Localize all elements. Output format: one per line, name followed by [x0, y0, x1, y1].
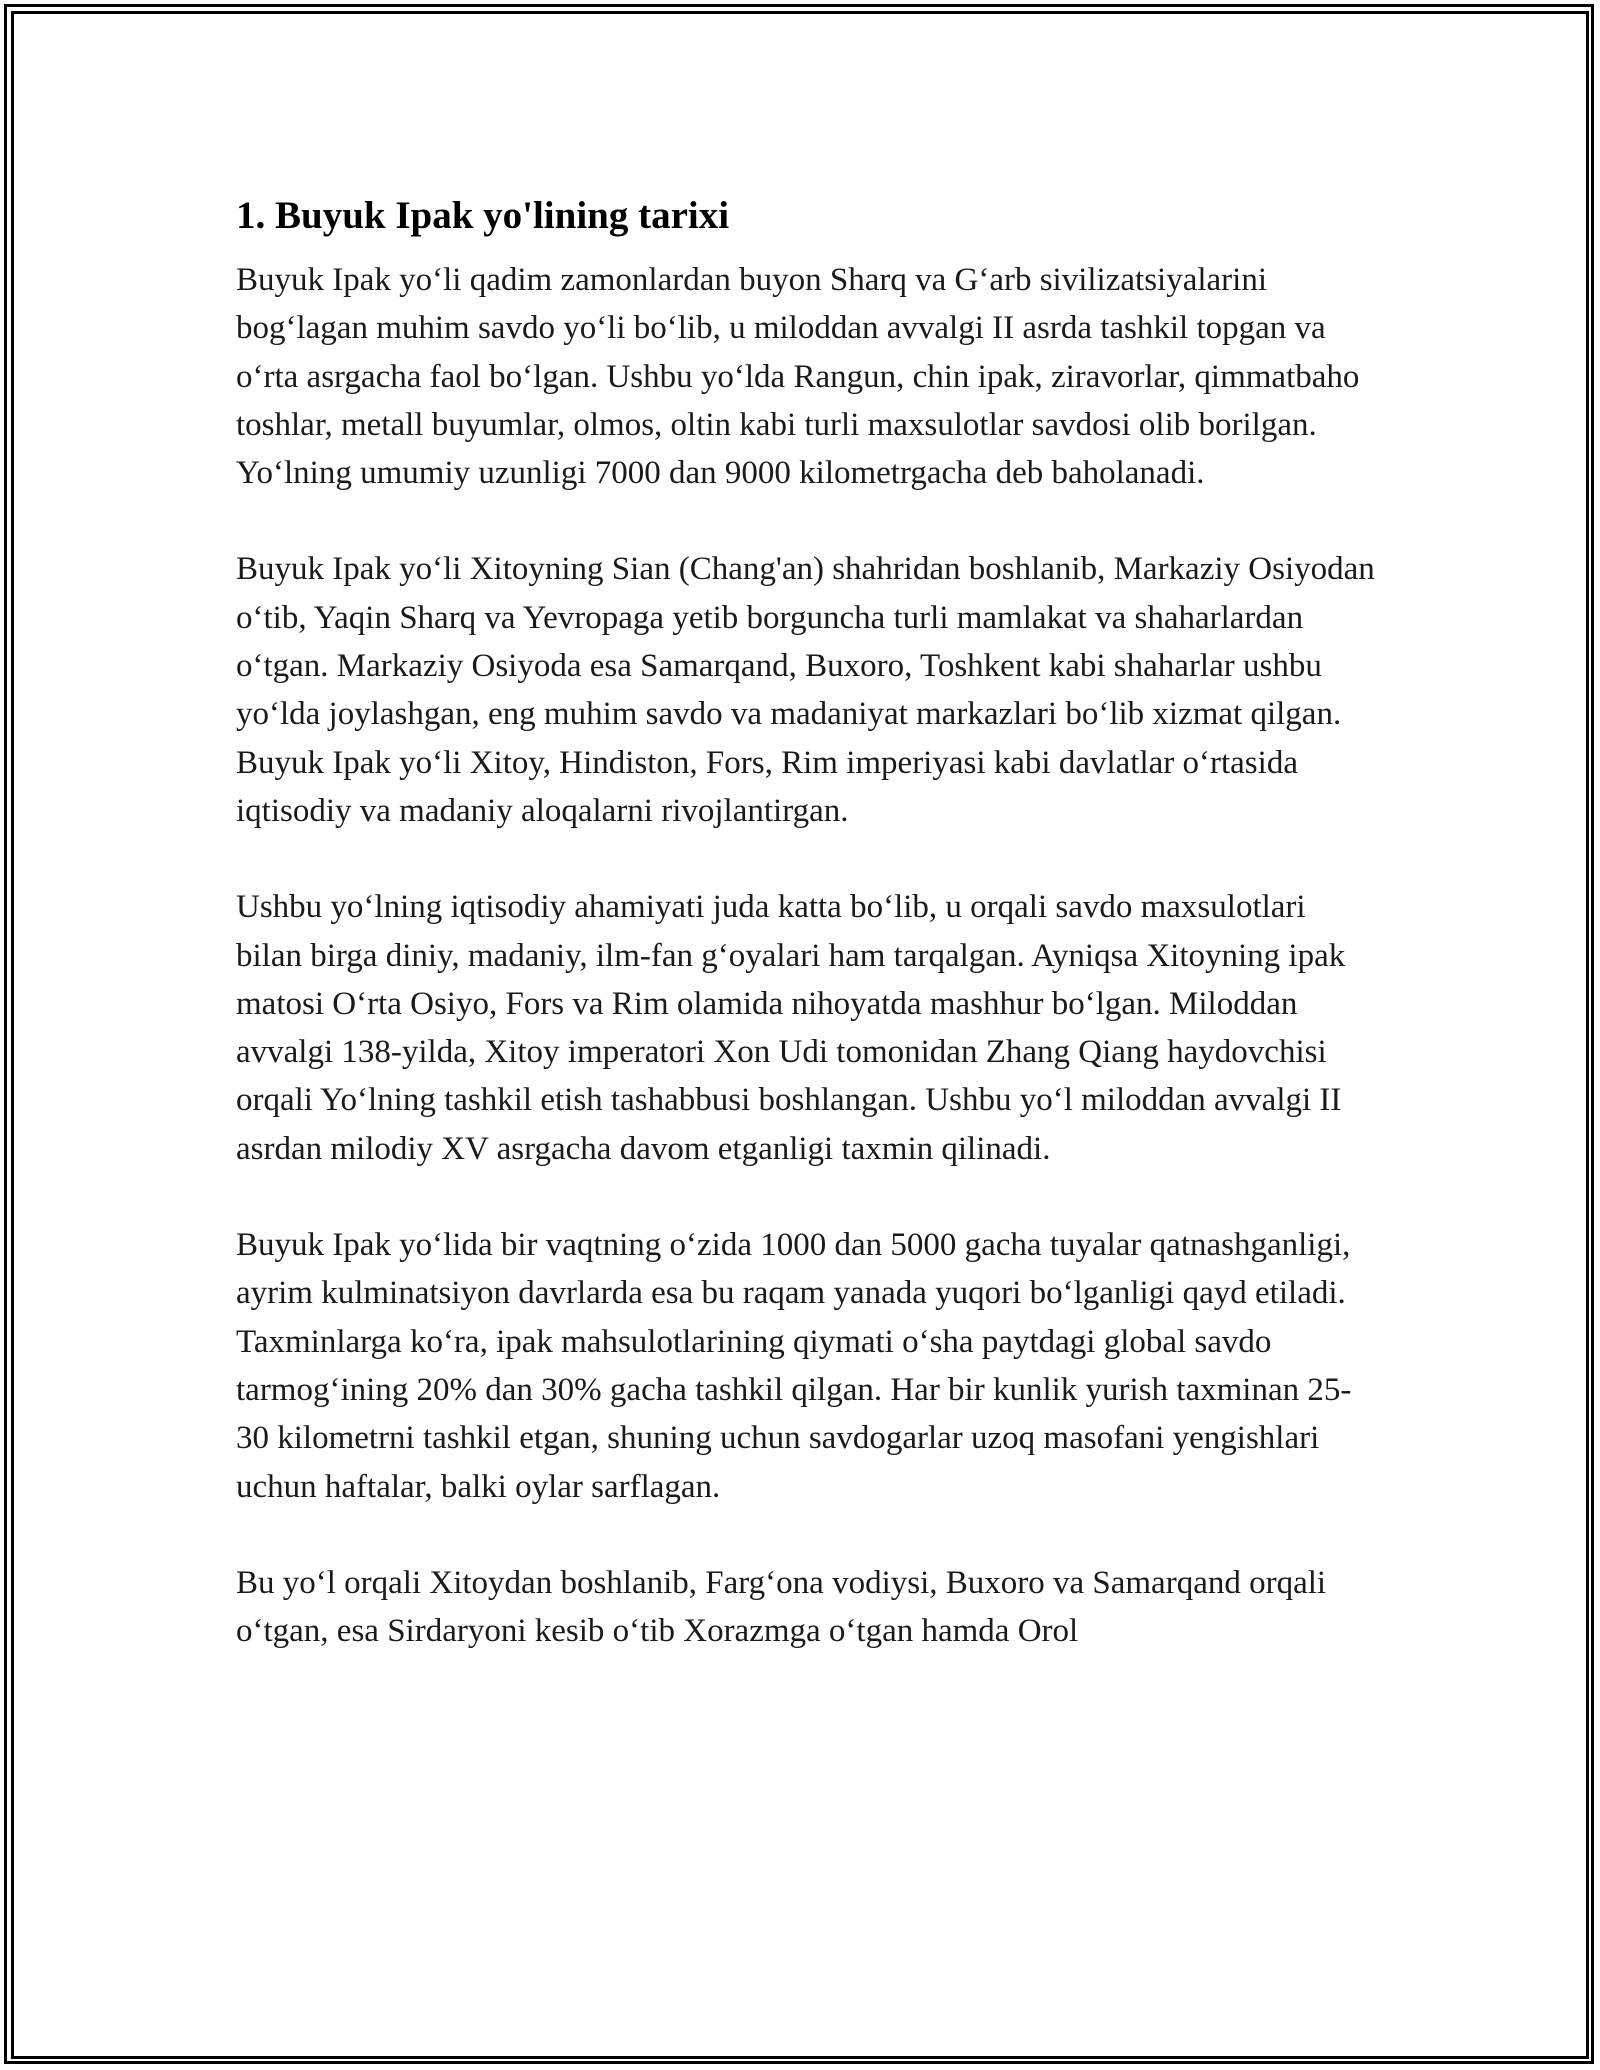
- section-heading: 1. Buyuk Ipak yo'lining tarixi: [236, 194, 730, 237]
- paragraph-1: Buyuk Ipak yo‘li qadim zamonlardan buyon Sharq va G‘arb sivilizatsiyalarini bog‘lagan muhim savdo yo‘li bo‘lib, u miloddan avvalgi II asrda tashkil topgan va o‘rta asrgacha faol bo‘lgan. Ushbu yo‘lda Rangun, chin ipak, ziravorlar, qimmatbaho toshlar, metall buyumlar, olmos, oltin kabi turli maxsulotlar savdosi olib borilgan. Yo‘lning umumiy uzunligi 7000 dan 9000 kilometrgacha deb baholanadi.: [236, 262, 1360, 492]
- paragraph-3: Ushbu yo‘lning iqtisodiy ahamiyati juda katta bo‘lib, u orqali savdo maxsulotlari bilan birga diniy, madaniy, ilm-fan g‘oyalari ham tarqalgan. Ayniqsa Xitoyning ipak matosi O‘rta Osiyo, Fors va Rim olamida nihoyatda mashhur bo‘lgan. Miloddan avvalgi 138-yilda, Xitoy imperatori Xon Udi tomonidan Zhang Qiang haydovchisi orqali Yo‘lning tashkil etish tashabbusi boshlangan. Ushbu yo‘l miloddan avvalgi II asrdan milodiy XV asrgacha davom etganligi taxmin qilinadi.: [236, 889, 1346, 1167]
- paragraph-5: Bu yo‘l orqali Xitoydan boshlanib, Farg‘ona vodiysi, Buxoro va Samarqand orqali o‘tgan, esa Sirdaryoni kesib o‘tib Xorazmga o‘tgan hamda Orol: [236, 1564, 1327, 1650]
- paragraph-4: Buyuk Ipak yo‘lida bir vaqtning o‘zida 1000 dan 5000 gacha tuyalar qatnashganligi, ayrim kulminatsiyon davrlarda esa bu raqam yanada yuqori bo‘lganligi qayd etiladi. Taxminlarga ko‘ra, ipak mahsulotlarining qiymati o‘sha paytdagi global savdo tarmog‘ining 20% dan 30% gacha tashkil qilgan. Har bir kunlik yurish taxminan 25-30 kilometrni tashkil etgan, shuning uchun savdogarlar uzoq masofani yengishlari uchun haftalar, balki oylar sarflagan.: [236, 1227, 1352, 1505]
- paragraph-2: Buyuk Ipak yo‘li Xitoyning Sian (Chang'an) shahridan boshlanib, Markaziy Osiyodan o‘tib, Yaqin Sharq va Yevropaga yetib borguncha turli mamlakat va shaharlardan o‘tgan. Markaziy Osiyoda esa Samarqand, Buxoro, Toshkent kabi shaharlar ushbu yo‘lda joylashgan, eng muhim savdo va madaniyat markazlari bo‘lib xizmat qilgan. Buyuk Ipak yo‘li Xitoy, Hindiston, Fors, Rim imperiyasi kabi davlatlar o‘rtasida iqtisodiy va madaniy aloqalarni rivojlantirgan.: [236, 551, 1375, 829]
- document-body: [236, 188, 1376, 1703]
